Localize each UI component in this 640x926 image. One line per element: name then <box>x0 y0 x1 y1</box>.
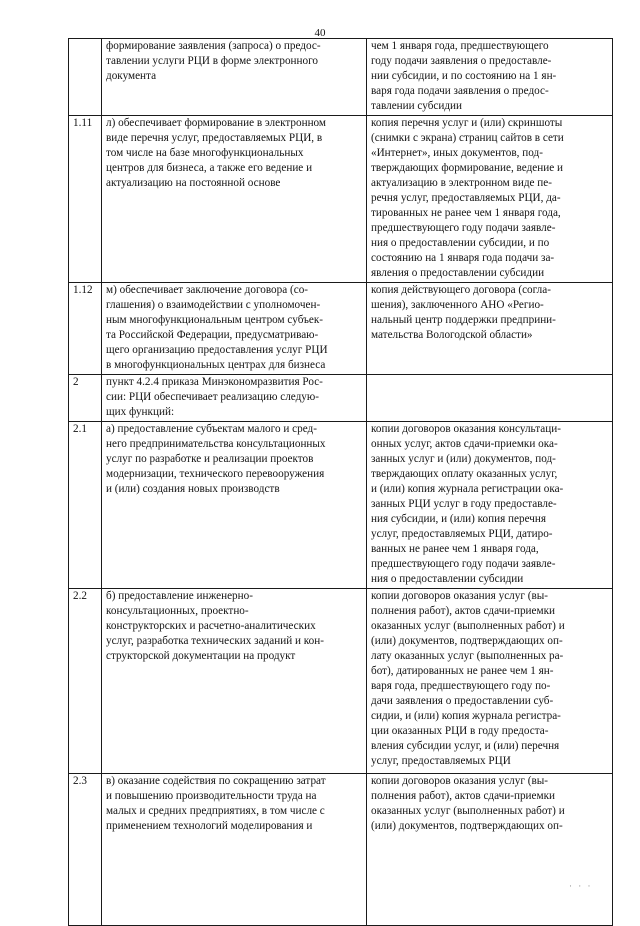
table-body <box>69 39 613 926</box>
documents-line: копии договоров оказания услуг (вы- <box>371 775 548 787</box>
requirement-cell <box>102 422 367 589</box>
row-number: 1.12 <box>69 283 102 375</box>
documents-line: году подачи заявления о предоставле- <box>371 55 552 67</box>
documents-line: (или) документов, подтверждающих оп- <box>371 820 563 832</box>
requirement-line: услуг, разработка технических заданий и кон- <box>106 635 324 647</box>
documents-line: явления о предоставлении субсидии <box>371 267 545 279</box>
requirement-cell <box>102 283 367 375</box>
documents-line: сидии, и (или) копия журнала регистра- <box>371 710 561 722</box>
requirement-line: применением технологий моделирования и <box>106 820 313 832</box>
requirement-line: виде перечня услуг, предоставляемых РЦИ, в <box>106 132 323 144</box>
documents-line: лату оказанных услуг (выполненных ра- <box>371 650 564 662</box>
requirement-line: м) обеспечивает заключение договора (со- <box>106 284 309 296</box>
row-number <box>69 39 102 116</box>
documents-line: тверждающих формирование, ведение и <box>371 162 563 174</box>
documents-cell <box>367 283 613 375</box>
documents-line: копии договоров оказания консультаци- <box>371 423 561 435</box>
requirement-line: услуг по разработке и реализации проектов <box>106 453 314 465</box>
documents-line: ции оказанных РЦИ в году предоста- <box>371 725 549 737</box>
documents-line: и (или) копия журнала регистрации ока- <box>371 483 564 495</box>
requirement-line: та Российской Федерации, предусматриваю- <box>106 329 319 341</box>
documents-line: копия перечня услуг и (или) скриншоты <box>371 117 563 129</box>
table-row <box>69 589 613 774</box>
requirement-line: и (или) создания новых производств <box>106 483 280 495</box>
documents-cell <box>367 39 613 116</box>
row-number: 2.3 <box>69 774 102 926</box>
requirement-line: документа <box>106 70 157 82</box>
requirement-cell <box>102 589 367 774</box>
requirement-cell <box>102 39 367 116</box>
documents-line: ванных не ранее чем 1 января года, <box>371 543 539 555</box>
requirement-line: центров для бизнеса, а также его ведение и <box>106 162 313 174</box>
documents-line: предшествующего году подачи заявле- <box>371 222 556 234</box>
table-row <box>69 774 613 926</box>
requirement-line: формирование заявления (запроса) о предос- <box>106 40 321 52</box>
requirement-line: том числе на базе многофункциональных <box>106 147 304 159</box>
documents-cell <box>367 116 613 283</box>
row-number: 2.1 <box>69 422 102 589</box>
documents-line: (или) документов, подтверждающих оп- <box>371 635 563 647</box>
documents-line: речня услуг, предоставляемых РЦИ, да- <box>371 192 561 204</box>
documents-line: шения), заключенного АНО «Регио- <box>371 299 544 311</box>
requirement-line: ным многофункциональным центром субъек- <box>106 314 324 326</box>
documents-line: тавлении субсидии <box>371 100 463 112</box>
documents-line: занных услуг и (или) документов, под- <box>371 453 556 465</box>
documents-cell <box>367 774 613 926</box>
requirement-cell <box>102 375 367 422</box>
requirement-line: модернизации, технического перевооружения <box>106 468 325 480</box>
documents-line: ния о предоставлении субсидии <box>371 573 524 585</box>
requirement-line: конструкторских и расчетно-аналитических <box>106 620 316 632</box>
requirement-line: тавлении услуги РЦИ в форме электронного <box>106 55 319 67</box>
requirement-line: структорской документации на продукт <box>106 650 296 662</box>
documents-line: бот), датированных не ранее чем 1 ян- <box>371 665 554 677</box>
documents-line: варя года подачи заявления о предос- <box>371 85 549 97</box>
requirement-line: малых и средних предприятиях, в том числе с <box>106 805 325 817</box>
row-number: 2.2 <box>69 589 102 774</box>
documents-line: нальный центр поддержки предприни- <box>371 314 556 326</box>
documents-line: тированных не ранее чем 1 января года, <box>371 207 561 219</box>
requirement-cell <box>102 774 367 926</box>
requirements-table <box>68 38 613 926</box>
requirement-line: сии: РЦИ обеспечивает реализацию следую- <box>106 391 319 403</box>
requirement-line: глашения) о взаимодействии с уполномочен- <box>106 299 321 311</box>
documents-line: оказанных услуг (выполненных работ) и <box>371 805 565 817</box>
row-number: 2 <box>69 375 102 422</box>
documents-line: полнения работ), актов сдачи-приемки <box>371 790 556 802</box>
documents-line: копии договоров оказания услуг (вы- <box>371 590 548 602</box>
documents-cell <box>367 589 613 774</box>
documents-line: чем 1 января года, предшествующего <box>371 40 549 52</box>
requirement-line: него предпринимательства консультационных <box>106 438 326 450</box>
page-number: 40 <box>314 27 326 39</box>
documents-line: варя года, предшествующего году по- <box>371 680 551 692</box>
table-row <box>69 375 613 422</box>
documents-line: услуг, предоставляемых РЦИ <box>371 755 511 767</box>
table-row <box>69 283 613 375</box>
requirement-line: актуализацию на постоянной основе <box>106 177 281 189</box>
documents-line: ния субсидии, и (или) копия перечня <box>371 513 547 525</box>
documents-line: услуг, предоставляемых РЦИ, датиро- <box>371 528 553 540</box>
documents-line: мательства Вологодской области» <box>371 329 533 341</box>
table-row <box>69 116 613 283</box>
requirement-line: консультационных, проектно- <box>106 605 249 617</box>
requirement-line: щего организацию предоставления услуг РЦИ <box>106 344 328 356</box>
requirement-line: л) обеспечивает формирование в электронном <box>106 117 327 129</box>
requirement-line: б) предоставление инженерно- <box>106 590 253 602</box>
requirement-line: в многофункциональных центрах для бизнеса <box>106 359 326 371</box>
documents-line: (снимки с экрана) страниц сайтов в сети <box>371 132 564 144</box>
table-row <box>69 422 613 589</box>
requirement-line: и повышению производительности труда на <box>106 790 317 802</box>
documents-line: полнения работ), актов сдачи-приемки <box>371 605 556 617</box>
row-number: 1.11 <box>69 116 102 283</box>
documents-line: состоянию на 1 января года подачи за- <box>371 252 555 264</box>
scan-mark: · · · <box>569 881 593 891</box>
requirement-line: щих функций: <box>106 406 175 418</box>
documents-line: занных РЦИ услуг в году предоставле- <box>371 498 557 510</box>
documents-line: нии субсидии, и по состоянию на 1 ян- <box>371 70 557 82</box>
requirement-line: в) оказание содействия по сокращению затрат <box>106 775 326 787</box>
documents-line: вления субсидии услуг, и (или) перечня <box>371 740 560 752</box>
documents-line: онных услуг, актов сдачи-приемки ока- <box>371 438 558 450</box>
documents-line: оказанных услуг (выполненных работ) и <box>371 620 565 632</box>
documents-line: предшествующего году подачи заявле- <box>371 558 556 570</box>
requirement-line: пункт 4.2.4 приказа Минэкономразвития Рос- <box>106 376 323 388</box>
documents-cell <box>367 375 613 422</box>
documents-cell <box>367 422 613 589</box>
requirement-line: а) предоставление субъектам малого и сред- <box>106 423 317 435</box>
requirement-cell <box>102 116 367 283</box>
documents-line: тверждающих оплату оказанных услуг, <box>371 468 558 480</box>
documents-line: «Интернет», иных документов, под- <box>371 147 543 159</box>
table-row <box>69 39 613 116</box>
documents-line: ния о предоставлении субсидии, и по <box>371 237 550 249</box>
documents-line: дачи заявления о предоставлении суб- <box>371 695 554 707</box>
documents-line: актуализацию в электронном виде пе- <box>371 177 552 189</box>
documents-line: копия действующего договора (согла- <box>371 284 551 296</box>
